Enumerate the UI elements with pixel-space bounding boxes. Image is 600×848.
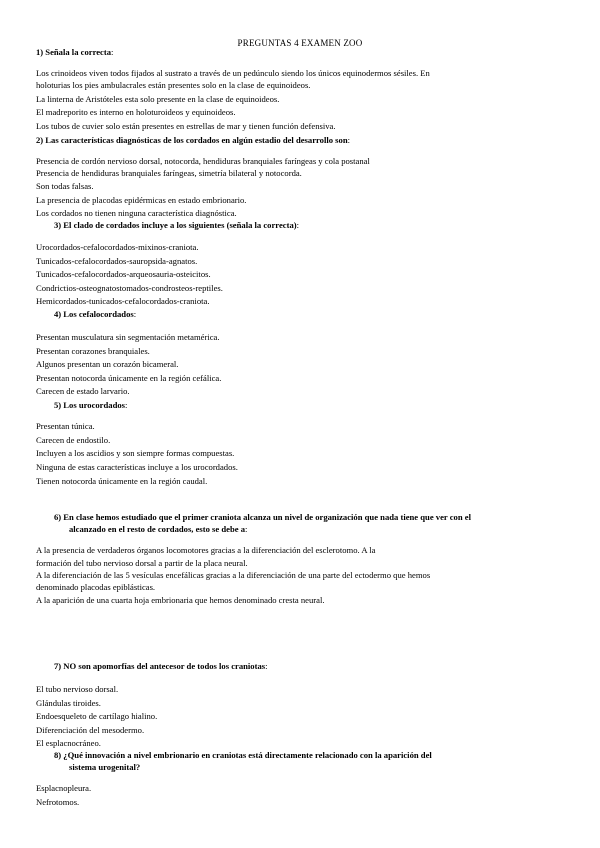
- q8-option-2: Nefrotomos.: [36, 797, 80, 807]
- q7-option-1: El tubo nervioso dorsal.: [36, 684, 119, 694]
- q2-option-4: La presencia de placodas epidérmicas en estado embrionario.: [36, 195, 247, 205]
- q3-option-2: Tunicados-cefalocordados-sauropsida-agnatos.: [36, 256, 198, 266]
- q5-option-1: Presentan túnica.: [36, 421, 95, 431]
- q6-option-3: A la aparición de una cuarta hoja embrionaria que hemos denominado cresta neural.: [36, 595, 325, 605]
- q1-option-2: La linterna de Aristóteles esta solo presente en la clase de equinoideos.: [36, 94, 280, 104]
- q2-option-3: Son todas falsas.: [36, 181, 94, 191]
- question-7-heading: [54, 661, 268, 672]
- q4-option-1: Presentan musculatura sin segmentación metamérica.: [36, 332, 220, 342]
- q6-option-2b: denominado placodas epiblásticas.: [36, 582, 156, 592]
- question-7-label: 7) NO son apomorfías del antecesor de todos los craniotas: [54, 661, 266, 671]
- question-1-colon: :: [111, 47, 114, 57]
- q1-option-4: Los tubos de cuvier solo están presentes en estrellas de mar y tienen función defensiva.: [36, 121, 336, 131]
- question-1-heading: [36, 47, 113, 58]
- q5-option-2: Carecen de endostilo.: [36, 435, 111, 445]
- question-3-colon: :: [296, 220, 299, 230]
- question-8-heading-line-2: sistema urogenital?: [69, 762, 141, 772]
- q6-option-2a: A la diferenciación de las 5 vesículas encefálicas gracias a la diferenciación de una parte del ectodermo que hemos: [36, 570, 431, 580]
- question-4-label: 4) Los cefalocordados: [54, 309, 134, 319]
- question-4-colon: :: [133, 309, 137, 319]
- q1-option-1a: Los crinoideos viven todos fijados al sustrato a través de un pedúnculo siendo los únicos equinodermos sésiles. En: [36, 68, 430, 78]
- q7-option-5: El esplacnocráneo.: [36, 738, 101, 748]
- q1-option-1b: holoturias los pies ambulacrales están presentes solo en la clase de equinoideos.: [36, 80, 311, 90]
- q6-option-1b: formación del tubo nervioso dorsal a partir de la placa neural.: [36, 558, 248, 568]
- q3-option-3: Tunicados-cefalocordados-arqueosauria-osteicitos.: [36, 269, 211, 279]
- q6-option-1a: A la presencia de verdaderos órganos locomotores gracias a la diferenciación del esclerotomo. A la: [36, 545, 376, 555]
- document-title: PREGUNTAS 4 EXAMEN ZOO: [237, 38, 363, 48]
- question-5-colon: :: [125, 400, 128, 410]
- q4-option-4: Presentan notocorda únicamente en la región cefálica.: [36, 373, 222, 383]
- q3-option-5: Hemicordados-tunicados-cefalocordados-craniota.: [36, 296, 210, 306]
- question-4-heading: [54, 309, 136, 320]
- question-6-label-end: alcanzado en el resto de cordados, esto se debe a: [69, 524, 245, 534]
- q5-option-5: Tienen notocorda únicamente en la región caudal.: [36, 476, 208, 486]
- question-6-colon: :: [245, 524, 248, 534]
- question-5-heading: [54, 400, 127, 411]
- q4-option-2: Presentan corazones branquiales.: [36, 346, 150, 356]
- question-5-label: 5) Los urocordados: [54, 400, 125, 410]
- question-7-colon: :: [265, 661, 268, 671]
- q8-option-1: Esplacnopleura.: [36, 783, 92, 793]
- question-6-heading-line-2: [69, 524, 247, 535]
- q2-option-2: Presencia de hendiduras branquiales faríngeas, simetría bilateral y notocorda.: [36, 168, 302, 178]
- question-6-heading-line-1: 6) En clase hemos estudiado que el primer craniota alcanza un nivel de organización que nada tiene que ver con el: [54, 512, 471, 522]
- q4-option-3: Algunos presentan un corazón bicameral.: [36, 359, 179, 369]
- q7-option-4: Diferenciación del mesodermo.: [36, 725, 145, 735]
- q5-option-4: Ninguna de estas características incluye a los urocordados.: [36, 462, 238, 472]
- question-3-label: 3) El clado de cordados incluye a los siguientes (señala la correcta): [54, 220, 297, 230]
- q3-option-4: Condrictios-osteognatostomados-condrosteos-reptiles.: [36, 283, 223, 293]
- q7-option-3: Endoesqueleto de cartílago hialino.: [36, 711, 158, 721]
- question-3-heading: [54, 220, 299, 231]
- q1-option-3: El madreporito es interno en holoturoideos y equinoideos.: [36, 107, 236, 117]
- question-8-heading-line-1: 8) ¿Qué innovación a nivel embrionario en craniotas está directamente relacionado con la aparición del: [54, 750, 432, 760]
- question-2-heading: [36, 135, 350, 146]
- question-1-label: 1) Señala la correcta: [36, 47, 112, 57]
- q4-option-5: Carecen de estado larvario.: [36, 386, 130, 396]
- q3-option-1: Urocordados-cefalocordados-mixinos-craniota.: [36, 242, 199, 252]
- q2-option-5: Los cordados no tienen ninguna característica diagnóstica.: [36, 208, 237, 218]
- q2-option-1: Presencia de cordón nervioso dorsal, notocorda, hendiduras branquiales faríngeas y cola postanal: [36, 156, 370, 166]
- question-2-colon: :: [347, 135, 350, 145]
- q5-option-3: Incluyen a los ascidios y son siempre formas compuestas.: [36, 448, 235, 458]
- q7-option-2: Glándulas tiroides.: [36, 698, 101, 708]
- question-2-label: 2) Las características diagnósticas de los cordados en algún estadio del desarrollo son: [36, 135, 348, 145]
